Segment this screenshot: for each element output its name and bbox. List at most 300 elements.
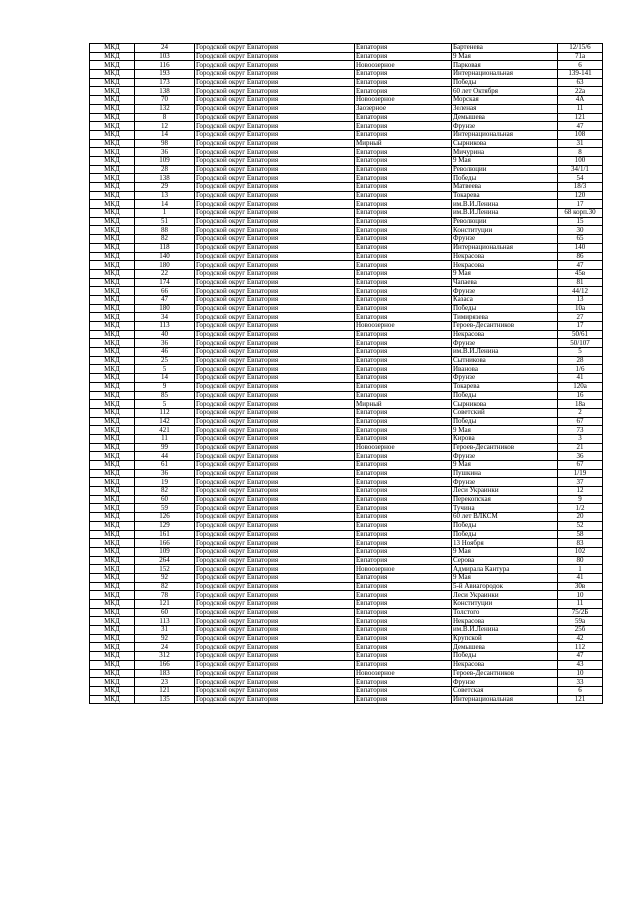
house-cell: 8: [558, 148, 603, 157]
street-cell: Победы: [452, 78, 558, 87]
house-cell: 41: [558, 573, 603, 582]
municipality-cell: Городской округ Евпатория: [195, 226, 355, 235]
house-cell: 75/2Б: [558, 608, 603, 617]
house-cell: 21: [558, 443, 603, 452]
house-cell: 3: [558, 434, 603, 443]
settlement-cell: Евпатория: [355, 209, 452, 218]
table-row: [90, 356, 603, 365]
municipality-cell: Городской округ Евпатория: [195, 209, 355, 218]
municipality-cell: Городской округ Евпатория: [195, 87, 355, 96]
settlement-cell: Евпатория: [355, 70, 452, 79]
municipality-cell: Городской округ Евпатория: [195, 417, 355, 426]
number-cell: 121: [135, 686, 195, 695]
table-row: [90, 313, 603, 322]
number-cell: 112: [135, 408, 195, 417]
number-cell: 121: [135, 600, 195, 609]
settlement-cell: Евпатория: [355, 365, 452, 374]
number-cell: 193: [135, 70, 195, 79]
street-cell: Победы: [452, 521, 558, 530]
table-row: [90, 391, 603, 400]
municipality-cell: Городской округ Евпатория: [195, 504, 355, 513]
settlement-cell: Евпатория: [355, 278, 452, 287]
street-cell: Леси Украинки: [452, 487, 558, 496]
house-cell: 58: [558, 530, 603, 539]
table-row: [90, 660, 603, 669]
building-type-cell: МКД: [90, 104, 135, 113]
number-cell: 24: [135, 643, 195, 652]
table-row: [90, 487, 603, 496]
house-cell: 43: [558, 660, 603, 669]
settlement-cell: Евпатория: [355, 382, 452, 391]
street-cell: Демышева: [452, 113, 558, 122]
municipality-cell: Городской округ Евпатория: [195, 408, 355, 417]
settlement-cell: Евпатория: [355, 226, 452, 235]
house-cell: 1/19: [558, 469, 603, 478]
street-cell: Иванова: [452, 365, 558, 374]
street-cell: Токарева: [452, 191, 558, 200]
settlement-cell: Евпатория: [355, 426, 452, 435]
table-row: [90, 626, 603, 635]
building-type-cell: МКД: [90, 504, 135, 513]
house-cell: 68 корп.30: [558, 209, 603, 218]
municipality-cell: Городской округ Евпатория: [195, 200, 355, 209]
street-cell: Сырникова: [452, 139, 558, 148]
table-row: [90, 278, 603, 287]
number-cell: 78: [135, 591, 195, 600]
table-row: [90, 235, 603, 244]
street-cell: Токарева: [452, 382, 558, 391]
building-type-cell: МКД: [90, 243, 135, 252]
table-row: [90, 652, 603, 661]
building-type-cell: МКД: [90, 269, 135, 278]
municipality-cell: Городской округ Евпатория: [195, 374, 355, 383]
municipality-cell: Городской округ Евпатория: [195, 678, 355, 687]
building-type-cell: МКД: [90, 521, 135, 530]
house-cell: 12/15/6: [558, 44, 603, 53]
house-cell: 140: [558, 243, 603, 252]
table-row: [90, 122, 603, 131]
house-cell: 121: [558, 113, 603, 122]
table-row: [90, 669, 603, 678]
municipality-cell: Городской округ Евпатория: [195, 269, 355, 278]
street-cell: им.В.И.Ленина: [452, 209, 558, 218]
number-cell: 109: [135, 547, 195, 556]
street-cell: Толстого: [452, 608, 558, 617]
municipality-cell: Городской округ Евпатория: [195, 278, 355, 287]
building-type-cell: МКД: [90, 313, 135, 322]
building-type-cell: МКД: [90, 191, 135, 200]
house-cell: 17: [558, 200, 603, 209]
settlement-cell: Евпатория: [355, 478, 452, 487]
house-cell: 10: [558, 669, 603, 678]
building-type-cell: МКД: [90, 78, 135, 87]
municipality-cell: Городской округ Евпатория: [195, 565, 355, 574]
settlement-cell: Евпатория: [355, 87, 452, 96]
house-cell: 18/3: [558, 183, 603, 192]
table-row: [90, 504, 603, 513]
number-cell: 5: [135, 365, 195, 374]
building-type-cell: МКД: [90, 565, 135, 574]
street-cell: 9 Мая: [452, 52, 558, 61]
table-row: [90, 295, 603, 304]
building-type-cell: МКД: [90, 461, 135, 470]
table-row: [90, 400, 603, 409]
building-type-cell: МКД: [90, 539, 135, 548]
number-cell: 113: [135, 322, 195, 331]
municipality-cell: Городской округ Евпатория: [195, 348, 355, 357]
street-cell: Победы: [452, 417, 558, 426]
table-row: [90, 287, 603, 296]
house-cell: 86: [558, 252, 603, 261]
house-cell: 54: [558, 174, 603, 183]
table-row: [90, 348, 603, 357]
street-cell: Фрунзе: [452, 235, 558, 244]
municipality-cell: Городской округ Евпатория: [195, 461, 355, 470]
number-cell: 85: [135, 391, 195, 400]
number-cell: 135: [135, 695, 195, 704]
building-type-cell: МКД: [90, 130, 135, 139]
settlement-cell: Евпатория: [355, 469, 452, 478]
municipality-cell: Городской округ Евпатория: [195, 217, 355, 226]
municipality-cell: Городской округ Евпатория: [195, 174, 355, 183]
house-cell: 22а: [558, 87, 603, 96]
building-type-cell: МКД: [90, 478, 135, 487]
number-cell: 61: [135, 461, 195, 470]
street-cell: 60 лет ВЛКСМ: [452, 513, 558, 522]
number-cell: 126: [135, 513, 195, 522]
house-cell: 47: [558, 122, 603, 131]
building-type-cell: МКД: [90, 443, 135, 452]
table-row: [90, 408, 603, 417]
municipality-cell: Городской округ Евпатория: [195, 547, 355, 556]
street-cell: Пушкина: [452, 469, 558, 478]
municipality-cell: Городской округ Евпатория: [195, 434, 355, 443]
settlement-cell: Евпатория: [355, 130, 452, 139]
municipality-cell: Городской округ Евпатория: [195, 487, 355, 496]
settlement-cell: Евпатория: [355, 252, 452, 261]
street-cell: Фрунзе: [452, 339, 558, 348]
building-type-cell: МКД: [90, 183, 135, 192]
street-cell: Некрасова: [452, 330, 558, 339]
municipality-cell: Городской округ Евпатория: [195, 695, 355, 704]
building-type-cell: МКД: [90, 96, 135, 105]
settlement-cell: Евпатория: [355, 678, 452, 687]
municipality-cell: Городской округ Евпатория: [195, 61, 355, 70]
building-type-cell: МКД: [90, 408, 135, 417]
house-cell: 1/6: [558, 365, 603, 374]
number-cell: 14: [135, 374, 195, 383]
number-cell: 132: [135, 104, 195, 113]
table-row: [90, 113, 603, 122]
house-cell: 16: [558, 391, 603, 400]
street-cell: 9 Мая: [452, 461, 558, 470]
building-type-cell: МКД: [90, 382, 135, 391]
house-cell: 31: [558, 139, 603, 148]
building-type-cell: МКД: [90, 643, 135, 652]
house-cell: 20: [558, 513, 603, 522]
number-cell: 180: [135, 261, 195, 270]
building-type-cell: МКД: [90, 304, 135, 313]
house-cell: 50/61: [558, 330, 603, 339]
table-row: [90, 156, 603, 165]
street-cell: Адмирала Кантура: [452, 565, 558, 574]
settlement-cell: Евпатория: [355, 313, 452, 322]
house-cell: 12: [558, 487, 603, 496]
settlement-cell: Новоозерное: [355, 443, 452, 452]
street-cell: Победы: [452, 174, 558, 183]
municipality-cell: Городской округ Евпатория: [195, 70, 355, 79]
settlement-cell: Евпатория: [355, 191, 452, 200]
number-cell: 152: [135, 565, 195, 574]
building-type-cell: МКД: [90, 156, 135, 165]
municipality-cell: Городской округ Евпатория: [195, 573, 355, 582]
building-type-cell: МКД: [90, 556, 135, 565]
table-row: [90, 174, 603, 183]
table-row: [90, 191, 603, 200]
house-cell: 121: [558, 695, 603, 704]
building-type-cell: МКД: [90, 660, 135, 669]
street-cell: Фрунзе: [452, 478, 558, 487]
number-cell: 82: [135, 235, 195, 244]
number-cell: 116: [135, 61, 195, 70]
table-row: [90, 686, 603, 695]
street-cell: Казаса: [452, 295, 558, 304]
number-cell: 25: [135, 356, 195, 365]
street-cell: Советский: [452, 408, 558, 417]
building-type-cell: МКД: [90, 44, 135, 53]
table-row: [90, 139, 603, 148]
building-type-cell: МКД: [90, 695, 135, 704]
house-cell: 45в: [558, 269, 603, 278]
number-cell: 60: [135, 495, 195, 504]
table-body: [90, 44, 603, 704]
settlement-cell: Евпатория: [355, 643, 452, 652]
municipality-cell: Городской округ Евпатория: [195, 78, 355, 87]
house-cell: 2: [558, 408, 603, 417]
table-row: [90, 443, 603, 452]
house-cell: 6: [558, 61, 603, 70]
number-cell: 312: [135, 652, 195, 661]
street-cell: Интернациональная: [452, 695, 558, 704]
house-cell: 13: [558, 295, 603, 304]
street-cell: Героев-Десантников: [452, 443, 558, 452]
table-row: [90, 495, 603, 504]
building-type-cell: МКД: [90, 434, 135, 443]
municipality-cell: Городской округ Евпатория: [195, 139, 355, 148]
street-cell: Героев-Десантников: [452, 669, 558, 678]
street-cell: Фрунзе: [452, 122, 558, 131]
settlement-cell: Новоозерное: [355, 61, 452, 70]
settlement-cell: Евпатория: [355, 686, 452, 695]
house-cell: 25б: [558, 626, 603, 635]
house-cell: 42: [558, 634, 603, 643]
number-cell: 59: [135, 504, 195, 513]
municipality-cell: Городской округ Евпатория: [195, 660, 355, 669]
number-cell: 9: [135, 382, 195, 391]
building-type-cell: МКД: [90, 669, 135, 678]
building-type-cell: МКД: [90, 148, 135, 157]
street-cell: Кирова: [452, 434, 558, 443]
number-cell: 23: [135, 678, 195, 687]
settlement-cell: Евпатория: [355, 487, 452, 496]
municipality-cell: Городской округ Евпатория: [195, 252, 355, 261]
street-cell: Зеленая: [452, 104, 558, 113]
settlement-cell: Евпатория: [355, 165, 452, 174]
house-cell: 11: [558, 600, 603, 609]
house-cell: 108: [558, 130, 603, 139]
building-type-cell: МКД: [90, 295, 135, 304]
municipality-cell: Городской округ Евпатория: [195, 165, 355, 174]
settlement-cell: Евпатория: [355, 217, 452, 226]
street-cell: Перекопская: [452, 495, 558, 504]
number-cell: 88: [135, 226, 195, 235]
street-cell: Сытникова: [452, 356, 558, 365]
settlement-cell: Мирный: [355, 400, 452, 409]
settlement-cell: Евпатория: [355, 582, 452, 591]
municipality-cell: Городской округ Евпатория: [195, 426, 355, 435]
table-row: [90, 426, 603, 435]
settlement-cell: Евпатория: [355, 513, 452, 522]
settlement-cell: Евпатория: [355, 547, 452, 556]
street-cell: Леси Украинки: [452, 591, 558, 600]
street-cell: Героев-Десантников: [452, 322, 558, 331]
house-cell: 139-141: [558, 70, 603, 79]
street-cell: 9 Мая: [452, 269, 558, 278]
municipality-cell: Городской округ Евпатория: [195, 591, 355, 600]
number-cell: 173: [135, 78, 195, 87]
municipality-cell: Городской округ Евпатория: [195, 304, 355, 313]
settlement-cell: Евпатория: [355, 156, 452, 165]
house-cell: 30: [558, 226, 603, 235]
street-cell: Бартенева: [452, 44, 558, 53]
table-row: [90, 617, 603, 626]
municipality-cell: Городской округ Евпатория: [195, 156, 355, 165]
municipality-cell: Городской округ Евпатория: [195, 365, 355, 374]
street-cell: Некрасова: [452, 252, 558, 261]
municipality-cell: Городской округ Евпатория: [195, 322, 355, 331]
municipality-cell: Городской округ Евпатория: [195, 96, 355, 105]
municipality-cell: Городской округ Евпатория: [195, 521, 355, 530]
house-cell: 36: [558, 452, 603, 461]
settlement-cell: Евпатория: [355, 608, 452, 617]
table-row: [90, 365, 603, 374]
street-cell: 9 Мая: [452, 426, 558, 435]
settlement-cell: Евпатория: [355, 339, 452, 348]
house-cell: 102: [558, 547, 603, 556]
building-list-table: [89, 43, 603, 704]
municipality-cell: Городской округ Евпатория: [195, 634, 355, 643]
municipality-cell: Городской округ Евпатория: [195, 478, 355, 487]
street-cell: им.В.И.Ленина: [452, 626, 558, 635]
settlement-cell: Евпатория: [355, 391, 452, 400]
municipality-cell: Городской округ Евпатория: [195, 643, 355, 652]
house-cell: 120а: [558, 382, 603, 391]
building-type-cell: МКД: [90, 322, 135, 331]
table-row: [90, 452, 603, 461]
municipality-cell: Городской округ Евпатория: [195, 608, 355, 617]
municipality-cell: Городской округ Евпатория: [195, 104, 355, 113]
number-cell: 138: [135, 174, 195, 183]
table-row: [90, 582, 603, 591]
building-type-cell: МКД: [90, 122, 135, 131]
number-cell: 34: [135, 313, 195, 322]
municipality-cell: Городской округ Евпатория: [195, 452, 355, 461]
settlement-cell: Евпатория: [355, 452, 452, 461]
street-cell: Морская: [452, 96, 558, 105]
street-cell: Некрасова: [452, 617, 558, 626]
table-row: [90, 695, 603, 704]
number-cell: 166: [135, 539, 195, 548]
building-type-cell: МКД: [90, 600, 135, 609]
building-type-cell: МКД: [90, 174, 135, 183]
settlement-cell: Евпатория: [355, 539, 452, 548]
building-type-cell: МКД: [90, 52, 135, 61]
street-cell: Мичурина: [452, 148, 558, 157]
municipality-cell: Городской округ Евпатория: [195, 617, 355, 626]
house-cell: 67: [558, 461, 603, 470]
table-row: [90, 565, 603, 574]
building-type-cell: МКД: [90, 487, 135, 496]
number-cell: 161: [135, 530, 195, 539]
table-row: [90, 252, 603, 261]
house-cell: 10: [558, 591, 603, 600]
settlement-cell: Евпатория: [355, 52, 452, 61]
settlement-cell: Евпатория: [355, 261, 452, 270]
house-cell: 47: [558, 652, 603, 661]
building-type-cell: МКД: [90, 513, 135, 522]
house-cell: 41: [558, 374, 603, 383]
number-cell: 29: [135, 183, 195, 192]
street-cell: Тучина: [452, 504, 558, 513]
number-cell: 174: [135, 278, 195, 287]
settlement-cell: Евпатория: [355, 287, 452, 296]
street-cell: 13 Ноября: [452, 539, 558, 548]
building-type-cell: МКД: [90, 209, 135, 218]
municipality-cell: Городской округ Евпатория: [195, 235, 355, 244]
street-cell: Сырникова: [452, 400, 558, 409]
settlement-cell: Евпатория: [355, 122, 452, 131]
table-row: [90, 200, 603, 209]
table-row: [90, 148, 603, 157]
building-type-cell: МКД: [90, 573, 135, 582]
table-row: [90, 339, 603, 348]
street-cell: Победы: [452, 391, 558, 400]
street-cell: Фрунзе: [452, 452, 558, 461]
table-row: [90, 104, 603, 113]
municipality-cell: Городской округ Евпатория: [195, 148, 355, 157]
settlement-cell: Евпатория: [355, 356, 452, 365]
street-cell: 9 Мая: [452, 573, 558, 582]
street-cell: 5-й Авиагородок: [452, 582, 558, 591]
settlement-cell: Евпатория: [355, 530, 452, 539]
street-cell: Интернациональная: [452, 243, 558, 252]
street-cell: Интернациональная: [452, 70, 558, 79]
house-cell: 44/12: [558, 287, 603, 296]
table-row: [90, 547, 603, 556]
municipality-cell: Городской округ Евпатория: [195, 669, 355, 678]
street-cell: Революции: [452, 217, 558, 226]
house-cell: 52: [558, 521, 603, 530]
street-cell: Интернациональная: [452, 130, 558, 139]
table-row: [90, 634, 603, 643]
building-type-cell: МКД: [90, 348, 135, 357]
settlement-cell: Евпатория: [355, 348, 452, 357]
building-type-cell: МКД: [90, 608, 135, 617]
municipality-cell: Городской округ Евпатория: [195, 330, 355, 339]
street-cell: Конституции: [452, 226, 558, 235]
house-cell: 5: [558, 348, 603, 357]
number-cell: 92: [135, 573, 195, 582]
